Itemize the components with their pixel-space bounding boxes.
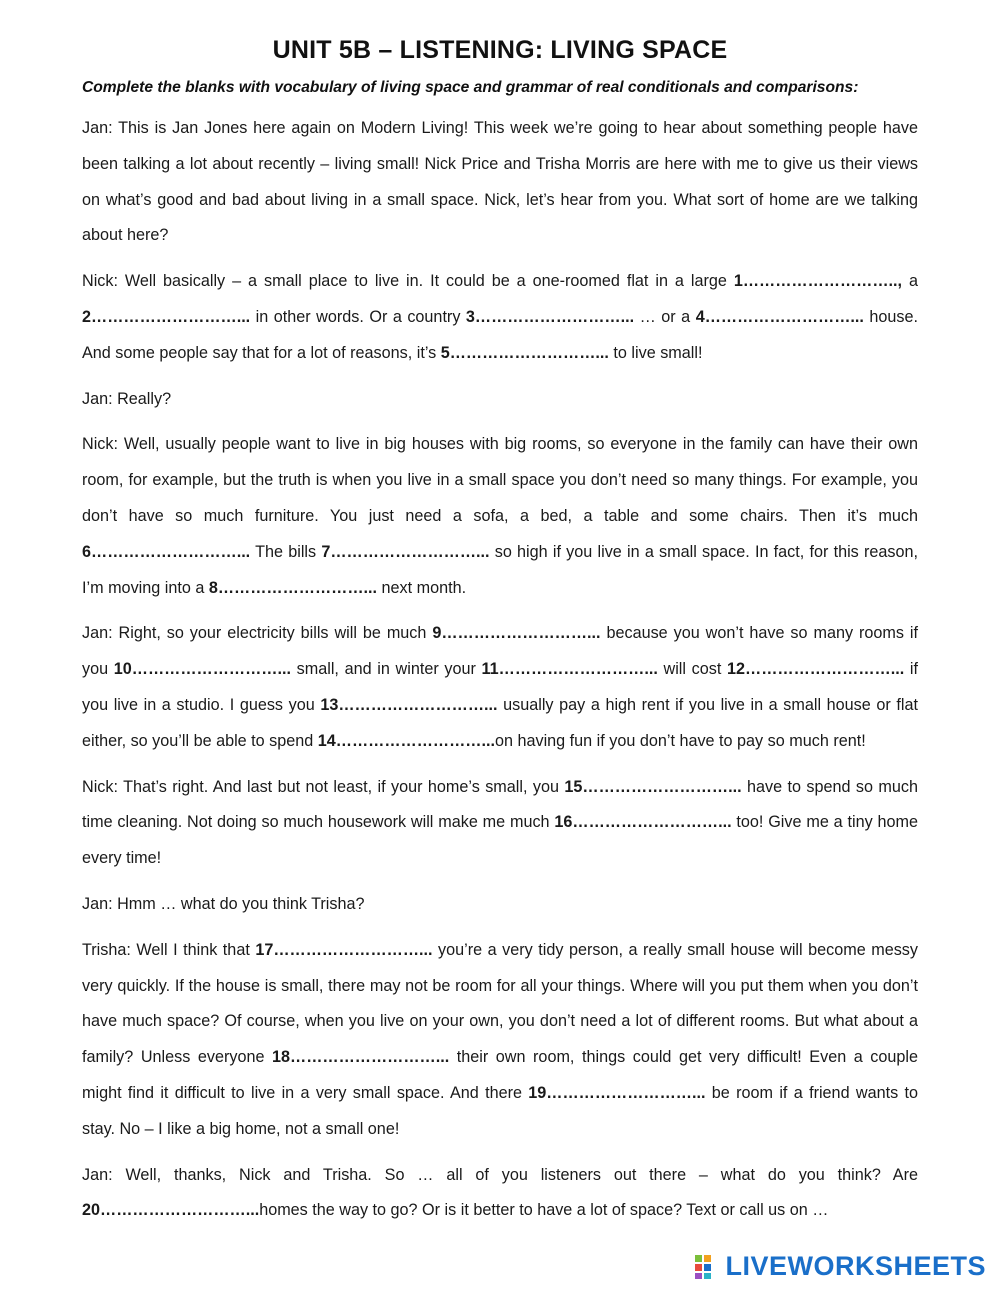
dialogue-paragraph: [82, 887, 918, 923]
dialogue-text: if you live in a studio. I guess you: [82, 660, 918, 714]
dialogue-text: to live small!: [608, 343, 703, 362]
dialogue-paragraph: [82, 264, 918, 371]
dialogue-text: will cost: [657, 660, 728, 679]
dialogue-paragraph: [82, 427, 918, 606]
dialogue-text: you’re a very tidy person, a really small house will become messy very quickly. If the house is small, there may not be room for all your things. Where will you put them when you don’t have much space? Of course, when you live on your own, you don’t need a lot of different rooms. But what about a family? Unless everyone: [82, 940, 918, 1067]
dialogue-paragraph: [82, 1158, 918, 1230]
dialogue-paragraph: [82, 382, 918, 418]
blank-11[interactable]: 11………………………...: [481, 660, 658, 679]
blank-20[interactable]: 20………………………...: [82, 1201, 260, 1220]
dialogue-text: homes the way to go? Or is it better to have a lot of space? Text or call us on …: [259, 1201, 829, 1220]
dialogue-paragraph: [82, 933, 918, 1148]
blank-4[interactable]: 4………………………...: [695, 307, 864, 326]
blank-14[interactable]: 14………………………...: [317, 731, 495, 750]
blank-15[interactable]: 15………………………...: [564, 777, 742, 796]
dialogue-paragraph: [82, 770, 918, 877]
dialogue-text: have to spend so much time cleaning. Not doing so much housework will make me much: [82, 777, 919, 832]
blank-5[interactable]: 5………………………...: [440, 343, 609, 362]
liveworksheets-logo-icon: [695, 1255, 721, 1279]
blank-13[interactable]: 13………………………...: [320, 695, 498, 714]
dialogue-text: a: [902, 272, 918, 291]
dialogue-text: Jan: Well, thanks, Nick and Trisha. So … all of you listeners out there – what do you think? Are: [82, 1165, 918, 1184]
blank-7[interactable]: 7………………………...: [321, 542, 490, 561]
blank-16[interactable]: 16………………………...: [554, 813, 732, 832]
dialogue-text: next month.: [377, 578, 467, 597]
dialogue-text: so high if you live in a small space. In fact, for this reason, I’m moving into a: [82, 542, 918, 597]
dialogue-text: be room if a friend wants to stay. No – I like a big home, not a small one!: [82, 1083, 918, 1138]
blank-19[interactable]: 19………………………...: [528, 1083, 706, 1102]
dialogue-text: house. And some people say that for a lot of reasons, it’s: [82, 307, 918, 362]
dialogue-text: Jan: Hmm … what do you think Trisha?: [82, 894, 365, 913]
blank-1[interactable]: 1………………………..,: [733, 272, 903, 291]
dialogue-text: because you won’t have so many rooms if you: [82, 624, 918, 679]
dialogue-paragraph: [82, 111, 918, 254]
blank-8[interactable]: 8………………………...: [208, 578, 378, 597]
blank-18[interactable]: 18………………………...: [272, 1048, 450, 1067]
dialogue-text: Jan: This is Jan Jones here again on Modern Living! This week we’re going to hear about something people have been talking a lot about recently – living small! Nick Price and Trisha Morris are here with me to give us their views on what’s good and bad about living in a small space. Nick, let’s hear from you. What sort of home are we talking about here?: [82, 119, 918, 245]
worksheet-page: [82, 36, 918, 1239]
dialogue-text: usually pay a high rent if you live in a small house or flat either, so you’ll be able to spend: [82, 695, 918, 750]
dialogue-text: Trisha: Well I think that: [82, 940, 256, 959]
dialogue-text: on having fun if you don’t have to pay so much rent!: [494, 731, 866, 750]
liveworksheets-logo-text: LIVEWORKSHEETS: [725, 1251, 986, 1281]
dialogue-text: … or a: [634, 307, 696, 326]
blank-6[interactable]: 6………………………...: [82, 542, 251, 561]
blank-2[interactable]: 2………………………...: [82, 307, 251, 326]
dialogue-text: Jan: Really?: [82, 389, 172, 408]
instructions: Complete the blanks with vocabulary of living space and grammar of real conditionals and comparisons:: [82, 79, 859, 96]
blank-9[interactable]: 9………………………...: [432, 624, 601, 643]
liveworksheets-logo[interactable]: [695, 1251, 986, 1282]
dialogue-text: in other words. Or a country: [250, 307, 466, 326]
blank-17[interactable]: 17………………………...: [255, 940, 433, 959]
dialogue-text: Nick: Well, usually people want to live in big houses with big rooms, so everyone in the family can have their own room, for example, but the truth is when you live in a small space you don’t need so many things. For example, you don’t have so much furniture. You just need a sofa, a bed, a table and some chairs. Then it’s much: [82, 435, 918, 525]
page-title: UNIT 5B – LISTENING: LIVING SPACE: [272, 36, 728, 64]
dialogue-text: Nick: Well basically – a small place to live in. It could be a one-roomed flat in a large: [82, 272, 734, 291]
dialogue-text: too! Give me a tiny home every time!: [82, 813, 918, 868]
dialogue-text: their own room, things could get very difficult! Even a couple might find it difficult to live in a very small space. And there: [82, 1048, 919, 1102]
blank-3[interactable]: 3………………………...: [465, 307, 635, 326]
dialogue-paragraph: [82, 616, 918, 759]
dialogue-text: Jan: Right, so your electricity bills will be much: [82, 624, 433, 643]
dialogue-text: Nick: That’s right. And last but not least, if your home’s small, you: [82, 777, 565, 796]
dialogue-text: small, and in winter your: [290, 660, 482, 679]
blank-10[interactable]: 10………………………...: [113, 660, 291, 679]
blank-12[interactable]: 12………………………...: [727, 660, 905, 679]
dialogue-body: [82, 111, 918, 1229]
dialogue-text: The bills: [250, 542, 322, 561]
